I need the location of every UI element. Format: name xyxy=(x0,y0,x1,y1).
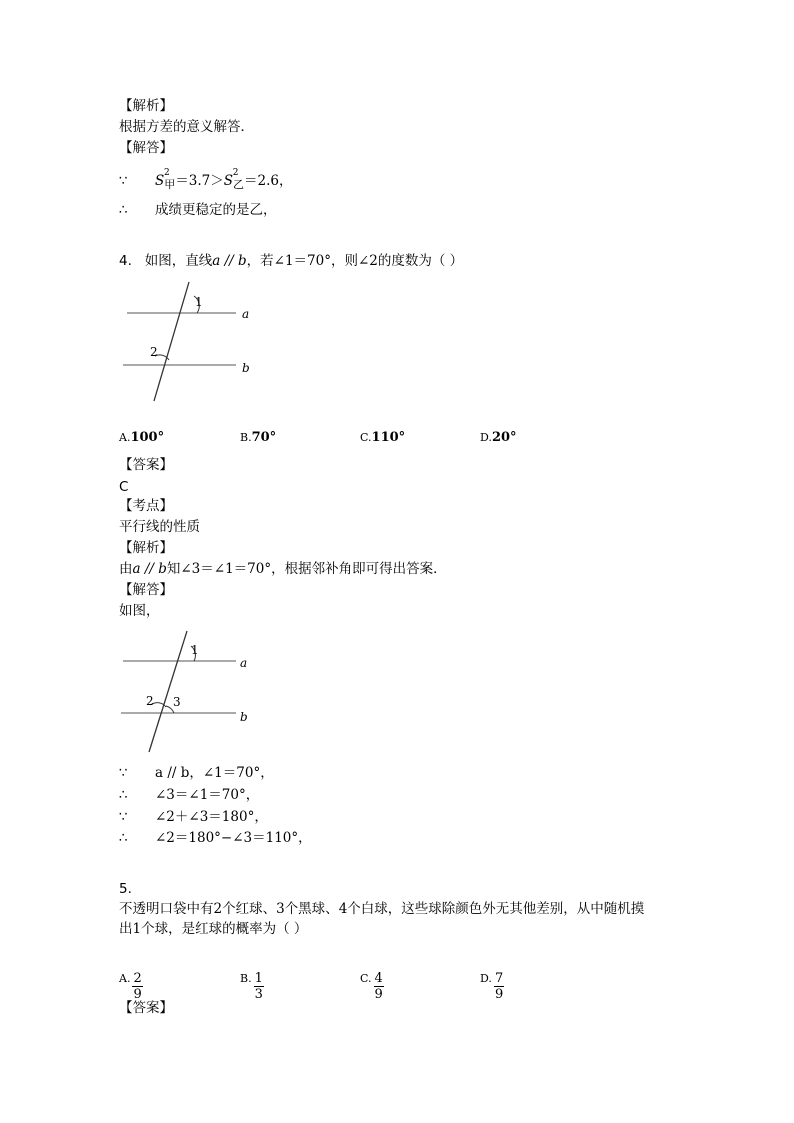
angle-2-label: 2 xyxy=(146,694,154,708)
variance-conclusion: ∴ 成绩更稳定的是乙， xyxy=(119,202,277,218)
q4-option-c[interactable]: C.110° xyxy=(360,430,406,445)
q4-step-3: ∵ ∠2＋∠3＝180°， xyxy=(119,809,268,825)
q4-solution-heading: 【解答】 xyxy=(119,582,173,598)
solution-heading: 【解答】 xyxy=(119,140,173,156)
q4-step-1: ∵ a // b，∠1＝70°， xyxy=(119,765,274,781)
q4-solution-intro: 如图， xyxy=(119,603,160,619)
q4-option-a[interactable]: A.100° xyxy=(119,430,165,445)
q4-analysis-heading: 【解析】 xyxy=(119,540,173,556)
angle-1-label: 1 xyxy=(191,643,199,657)
q4-analysis-text: 由a // b知∠3＝∠1＝70°，根据邻补角即可得出答案． xyxy=(119,561,447,577)
q5-stem-line2: 出1个球，是红球的概率为（ ） xyxy=(119,921,308,937)
q5-number: 5. xyxy=(119,881,132,897)
q5-option-b[interactable]: $_{B.}$ $\frac{1}{3}$ xyxy=(240,971,263,1002)
angle-1-label: 1 xyxy=(195,295,203,309)
angle-3-label: 3 xyxy=(173,695,181,709)
variance-yi: S 2 $_乙$ xyxy=(223,168,244,191)
q4-point-text: 平行线的性质 xyxy=(119,519,200,535)
line-b-label: b xyxy=(240,710,248,724)
q5-option-a[interactable]: $_{A.}$ $\frac{2}{9}$ xyxy=(119,971,142,1002)
q4-figure-parallel-lines xyxy=(119,276,269,406)
q4-point-heading: 【考点】 xyxy=(119,498,173,514)
analysis-heading: 【解析】 xyxy=(119,98,173,114)
q4-answer: C xyxy=(119,479,129,495)
q4-solution-figure xyxy=(119,626,269,756)
q5-answer-heading: 【答案】 xyxy=(119,1000,173,1016)
q4-stem: 4. 如图，直线a // b，若∠1＝70°，则∠2的度数为（ ） xyxy=(119,253,464,269)
q4-answer-heading: 【答案】 xyxy=(119,457,173,473)
line-b-label: b xyxy=(242,361,250,375)
variance-comparison: ∵ S 2 $_甲$＝3.7＞S 2 $_乙$＝2.6， xyxy=(119,172,292,194)
because-symbol: ∵ xyxy=(119,173,128,189)
q5-option-c[interactable]: $_{C.}$ $\frac{4}{9}$ xyxy=(360,971,383,1002)
variance-jia: S 2 $_甲$ xyxy=(155,168,176,191)
q4-option-d[interactable]: D.20° xyxy=(480,430,517,445)
analysis-text: 根据方差的意义解答． xyxy=(119,119,254,135)
q4-step-4: ∴ ∠2＝180°−∠3＝110°， xyxy=(119,830,312,846)
q4-option-b[interactable]: B.70° xyxy=(240,430,277,445)
q5-stem-line1: 不透明口袋中有2个红球、3个黑球、4个白球，这些球除颜色外无其他差别，从中随机摸 xyxy=(119,901,645,917)
q5-option-d[interactable]: $_{D.}$ $\frac{7}{9}$ xyxy=(480,971,504,1002)
line-a-label: a xyxy=(240,656,248,670)
angle-2-label: 2 xyxy=(150,345,158,359)
line-a-label: a xyxy=(242,307,250,321)
q4-step-2: ∴ ∠3＝∠1＝70°， xyxy=(119,787,260,803)
